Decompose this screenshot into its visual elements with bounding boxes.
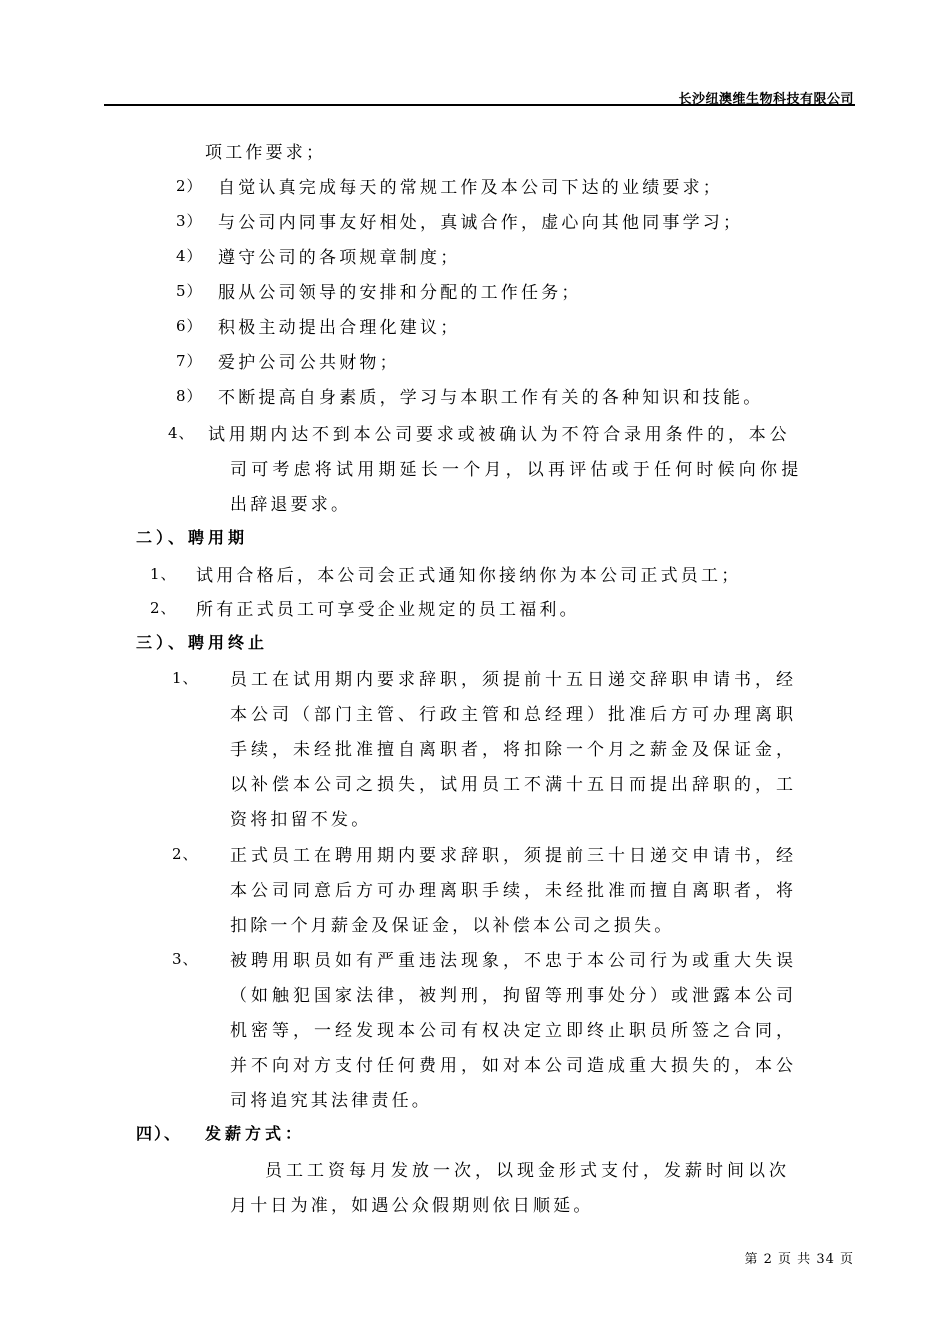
- list-number: 3、: [172, 950, 199, 968]
- text-line: 积极主动提出合理化建议；: [218, 318, 461, 338]
- text-line: 所有正式员工可享受企业规定的员工福利。: [196, 600, 580, 620]
- text-line: 爱护公司公共财物；: [218, 353, 400, 373]
- text-line: 本公司（部门主管、行政主管和总经理）批准后方可办理离职: [230, 705, 797, 725]
- text-line: 本公司同意后方可办理离职手续，未经批准而擅自离职者，将: [230, 881, 797, 901]
- list-number: 8）: [176, 387, 203, 405]
- page-header-company: 长沙纽澳维生物科技有限公司: [678, 92, 854, 107]
- text-line: 司将追究其法律责任。: [230, 1091, 432, 1111]
- list-number: 1、: [150, 565, 177, 583]
- text-line: 并不向对方支付任何费用，如对本公司造成重大损失的，本公: [230, 1056, 797, 1076]
- text-line: 不断提高自身素质，学习与本职工作有关的各种知识和技能。: [218, 388, 764, 408]
- list-number: 7）: [176, 352, 203, 370]
- list-number: 2、: [150, 599, 177, 617]
- text-line: 试用期内达不到本公司要求或被确认为不符合录用条件的，本公: [208, 425, 791, 445]
- list-number: 4）: [176, 247, 203, 265]
- text-line: 被聘用职员如有严重违法现象，不忠于本公司行为或重大失误: [230, 951, 797, 971]
- text-line: 正式员工在聘用期内要求辞职，须提前三十日递交申请书，经: [230, 846, 797, 866]
- text-line: 自觉认真完成每天的常规工作及本公司下达的业绩要求；: [218, 178, 723, 198]
- list-number: 6）: [176, 317, 203, 335]
- section-heading: 四）、: [136, 1124, 183, 1143]
- section-heading: 三）、聘用终止: [136, 633, 269, 652]
- section-heading-title: 发薪方式：: [205, 1124, 306, 1143]
- list-number: 1、: [172, 669, 199, 687]
- text-line: 出辞退要求。: [230, 495, 352, 515]
- text-line: 扣除一个月薪金及保证金，以补偿本公司之损失。: [230, 916, 675, 936]
- text-line: 项工作要求；: [205, 143, 327, 163]
- list-number: 2）: [176, 177, 203, 195]
- text-line: 遵守公司的各项规章制度；: [218, 248, 461, 268]
- header-rule: [104, 104, 855, 106]
- list-number: 3）: [176, 212, 203, 230]
- list-number: 4、: [168, 424, 195, 442]
- text-line: 机密等，一经发现本公司有权决定立即终止职员所签之合同，: [230, 1021, 797, 1041]
- list-number: 5）: [176, 282, 203, 300]
- text-line: 手续，未经批准擅自离职者，将扣除一个月之薪金及保证金，: [230, 740, 797, 760]
- text-line: 员工工资每月发放一次，以现金形式支付，发薪时间以次: [265, 1161, 790, 1181]
- text-line: 月十日为准，如遇公众假期则依日顺延。: [230, 1196, 594, 1216]
- list-number: 2、: [172, 845, 199, 863]
- section-heading: 二）、聘用期: [136, 528, 249, 547]
- text-line: 试用合格后，本公司会正式通知你接纳你为本公司正式员工；: [196, 566, 742, 586]
- text-line: 员工在试用期内要求辞职，须提前十五日递交辞职申请书，经: [230, 670, 797, 690]
- text-line: 资将扣留不发。: [230, 810, 372, 830]
- text-line: 以补偿本公司之损失，试用员工不满十五日而提出辞职的，工: [230, 775, 797, 795]
- text-line: 司可考虑将试用期延长一个月，以再评估或于任何时候向你提: [230, 460, 803, 480]
- page-number: 第 2 页 共 34 页: [744, 1252, 854, 1267]
- text-line: 与公司内同事友好相处，真诚合作，虚心向其他同事学习；: [218, 213, 744, 233]
- text-line: （如触犯国家法律，被判刑，拘留等刑事处分）或泄露本公司: [230, 986, 797, 1006]
- text-line: 服从公司领导的安排和分配的工作任务；: [218, 283, 582, 303]
